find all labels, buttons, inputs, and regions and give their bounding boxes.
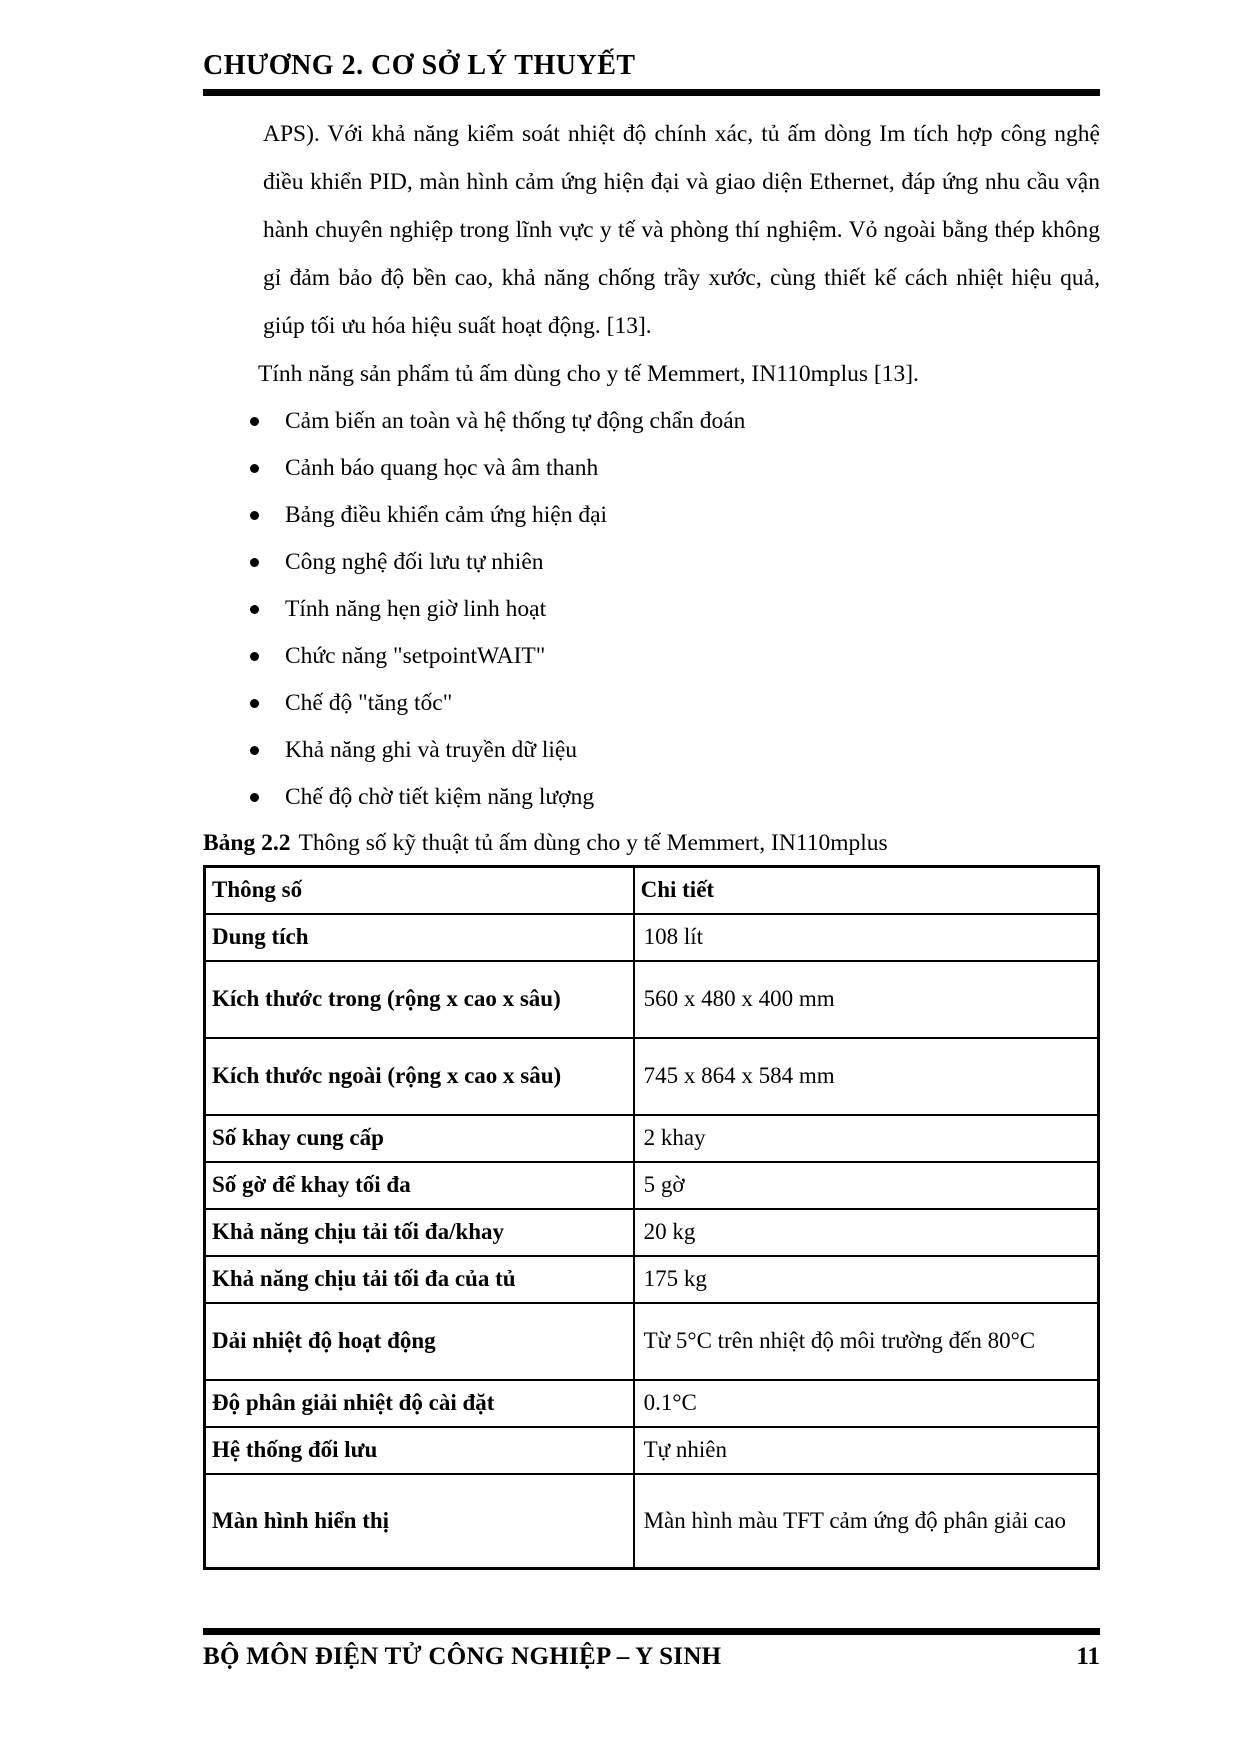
bullet-icon [250, 793, 259, 802]
page-footer [203, 1628, 1100, 1671]
param-cell: Màn hình hiển thị [205, 1474, 634, 1569]
detail-cell: 560 x 480 x 400 mm [634, 961, 1099, 1038]
param-cell: Kích thước trong (rộng x cao x sâu) [205, 961, 634, 1038]
bullet-icon [250, 464, 259, 473]
features-intro: Tính năng sản phẩm tủ ấm dùng cho y tế Memmert, IN110mplus [13]. [258, 361, 919, 387]
feature-text: Khả năng ghi và truyền dữ liệu [285, 737, 578, 763]
feature-text: Chế độ "tăng tốc" [285, 690, 453, 716]
param-cell: Độ phân giải nhiệt độ cài đặt [205, 1380, 634, 1427]
detail-cell: 745 x 864 x 584 mm [634, 1038, 1099, 1115]
detail-cell: 20 kg [634, 1209, 1099, 1256]
list-item [203, 727, 1100, 774]
footer-rule [203, 1628, 1100, 1635]
list-item [203, 445, 1100, 492]
feature-list [203, 398, 1100, 821]
chapter-heading: CHƯƠNG 2. CƠ SỞ LÝ THUYẾT [203, 50, 636, 81]
feature-text: Chức năng "setpointWAIT" [285, 643, 546, 669]
detail-cell: 0.1°C [634, 1380, 1099, 1427]
footer-row [203, 1643, 1100, 1671]
bullet-icon [250, 417, 259, 426]
bullet-icon [250, 699, 259, 708]
list-item [203, 633, 1100, 680]
detail-cell: 2 khay [634, 1115, 1099, 1162]
bullet-icon [250, 746, 259, 755]
table-row [205, 1115, 1099, 1162]
bullet-icon [250, 558, 259, 567]
header-rule [203, 89, 1100, 96]
page-number: 11 [1076, 1643, 1100, 1670]
bullet-icon [250, 511, 259, 520]
table-row [205, 961, 1099, 1038]
param-cell: Khả năng chịu tải tối đa của tủ [205, 1256, 634, 1303]
detail-cell: Từ 5°C trên nhiệt độ môi trường đến 80°C [634, 1303, 1099, 1380]
list-item [203, 774, 1100, 821]
feature-text: Bảng điều khiển cảm ứng hiện đại [285, 502, 608, 528]
table-row [205, 1209, 1099, 1256]
table-row [205, 1474, 1099, 1569]
feature-text: Cảm biến an toàn và hệ thống tự động chẩn đoán [285, 408, 746, 434]
table-caption-label: Bảng 2.2 [203, 829, 291, 856]
table-row [205, 914, 1099, 961]
spec-table [203, 865, 1100, 1570]
detail-cell: Màn hình màu TFT cảm ứng độ phân giải cao [634, 1474, 1099, 1569]
table-row [205, 1038, 1099, 1115]
table-caption-text: Thông số kỹ thuật tủ ấm dùng cho y tế Memmert, IN110mplus [298, 829, 888, 856]
column-header-param: Thông số [205, 867, 634, 914]
page-content [203, 0, 1100, 1570]
body-paragraph: APS). Với khả năng kiểm soát nhiệt độ chính xác, tủ ấm dòng Im tích hợp công nghệ điều khiển PID, màn hình cảm ứng hiện đại và giao diện Ethernet, đáp ứng nhu cầu vận hành chuyên nghiệp trong lĩnh vực y tế và phòng thí nghiệm. Vỏ ngoài bằng thép không gỉ đảm bảo độ bền cao, khả năng chống trầy xước, cùng thiết kế cách nhiệt hiệu quả, giúp tối ưu hóa hiệu suất hoạt động. [13]. [263, 121, 1100, 339]
param-cell: Dải nhiệt độ hoạt động [205, 1303, 634, 1380]
table-header-row [205, 867, 1099, 914]
table-caption [203, 821, 1100, 865]
param-cell: Kích thước ngoài (rộng x cao x sâu) [205, 1038, 634, 1115]
list-item [203, 539, 1100, 586]
detail-cell: 108 lít [634, 914, 1099, 961]
param-cell: Số gờ để khay tối đa [205, 1162, 634, 1209]
feature-text: Công nghệ đối lưu tự nhiên [285, 549, 544, 575]
feature-text: Cảnh báo quang học và âm thanh [285, 455, 599, 481]
detail-cell: 5 gờ [634, 1162, 1099, 1209]
list-item [203, 492, 1100, 539]
param-cell: Khả năng chịu tải tối đa/khay [205, 1209, 634, 1256]
footer-department: BỘ MÔN ĐIỆN TỬ CÔNG NGHIỆP – Y SINH [203, 1643, 722, 1670]
table-row [205, 1380, 1099, 1427]
feature-text: Tính năng hẹn giờ linh hoạt [285, 596, 547, 622]
detail-cell: Tự nhiên [634, 1427, 1099, 1474]
table-row [205, 1303, 1099, 1380]
feature-text: Chế độ chờ tiết kiệm năng lượng [285, 784, 595, 810]
table-row [205, 1427, 1099, 1474]
param-cell: Dung tích [205, 914, 634, 961]
bullet-icon [250, 652, 259, 661]
list-item [203, 586, 1100, 633]
table-row [205, 1162, 1099, 1209]
param-cell: Hệ thống đối lưu [205, 1427, 634, 1474]
list-item [203, 680, 1100, 727]
param-cell: Số khay cung cấp [205, 1115, 634, 1162]
column-header-detail: Chi tiết [634, 867, 1099, 914]
bullet-icon [250, 605, 259, 614]
table-row [205, 1256, 1099, 1303]
detail-cell: 175 kg [634, 1256, 1099, 1303]
list-item [203, 398, 1100, 445]
